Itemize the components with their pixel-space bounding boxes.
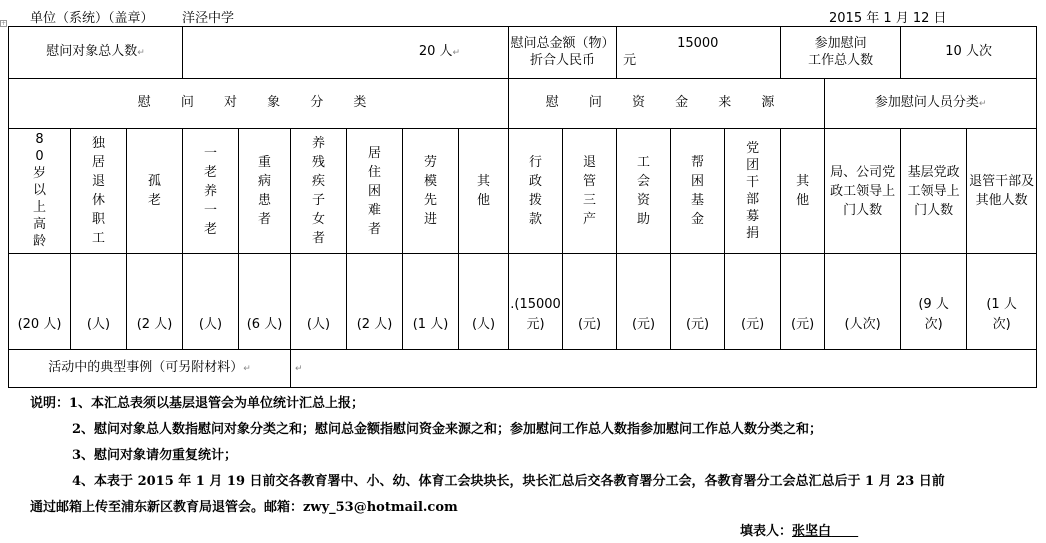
category-label: 80岁以上高龄 bbox=[9, 129, 71, 254]
report-date: 2015 年 1 月 12 日 bbox=[829, 11, 947, 26]
total-amount-value[interactable]: 15000 元 bbox=[617, 27, 781, 79]
category-count[interactable]: (6 人) bbox=[239, 254, 291, 350]
table-move-handle-icon[interactable]: + bbox=[1, 20, 7, 27]
unit-name: 洋泾中学 bbox=[182, 11, 235, 26]
cases-label: 活动中的典型事例（可另附材料）↵ bbox=[9, 350, 291, 388]
fund-label: 党团干部募捐 bbox=[725, 129, 781, 254]
category-label: 一老养一老 bbox=[183, 129, 239, 254]
staff-count[interactable]: (人次) bbox=[825, 254, 901, 350]
category-label: 其他 bbox=[459, 129, 509, 254]
note-2: 2、慰问对象总人数指慰问对象分类之和；慰问总金额指慰问资金来源之和；参加慰问工作总人数指参加慰问工作总人数分类之和； bbox=[72, 422, 823, 437]
category-label: 劳模先进 bbox=[403, 129, 459, 254]
fund-label: 工会资助 bbox=[617, 129, 671, 254]
paragraph-mark-icon: ↵ bbox=[295, 364, 303, 375]
category-count[interactable]: (2 人) bbox=[127, 254, 183, 350]
fund-amount[interactable]: .(15000 元) bbox=[509, 254, 563, 350]
note-3: 3、慰问对象请勿重复统计； bbox=[72, 448, 238, 463]
fund-amount[interactable]: (元) bbox=[671, 254, 725, 350]
paragraph-mark-icon: ↵ bbox=[452, 48, 461, 59]
fund-label: 退管三产 bbox=[563, 129, 617, 254]
unit-label: 单位（系统）（盖章） bbox=[30, 11, 154, 26]
category-label: 独居退休职工 bbox=[71, 129, 127, 254]
group-targets: 慰 问 对 象 分 类 bbox=[9, 79, 509, 129]
cases-content[interactable] bbox=[291, 350, 1037, 388]
fund-amount[interactable]: (元) bbox=[781, 254, 825, 350]
condolence-summary-table bbox=[8, 26, 1037, 388]
note-4: 4、本表于 2015 年 1 月 19 日前交各教育署中、小、幼、体育工会块块长，块长汇总后交各教育署分工会，各教育署分工会总汇总后于 1 月 23 日前 bbox=[72, 474, 945, 489]
paragraph-mark-icon: ↵ bbox=[243, 364, 251, 375]
group-header-row bbox=[9, 79, 1037, 129]
staff-label: 退管干部及其他人数 bbox=[967, 129, 1037, 254]
fund-label: 行政拨款 bbox=[509, 129, 563, 254]
group-funds: 慰 问 资 金 来 源 bbox=[509, 79, 825, 129]
fund-label: 其他 bbox=[781, 129, 825, 254]
category-label: 孤老 bbox=[127, 129, 183, 254]
summary-row bbox=[9, 27, 1037, 79]
category-count[interactable]: (人) bbox=[183, 254, 239, 350]
staff-count[interactable]: (1 人 次) bbox=[967, 254, 1037, 350]
category-count[interactable]: (20 人) bbox=[9, 254, 71, 350]
count-row bbox=[9, 254, 1037, 350]
filler-signature: 填表人：张坚白 bbox=[740, 524, 832, 539]
category-label: 居住困难者 bbox=[347, 129, 403, 254]
note-1: 说明：1、本汇总表须以基层退管会为单位统计汇总上报； bbox=[30, 396, 365, 411]
total-targets-value[interactable]: 20 人↵ bbox=[183, 27, 509, 79]
filler-name: 张坚白 bbox=[792, 524, 832, 539]
category-label: 重病患者 bbox=[239, 129, 291, 254]
paragraph-mark-icon: ↵ bbox=[978, 99, 987, 110]
fund-label: 帮困基金 bbox=[671, 129, 725, 254]
total-staff-label: 参加慰问 工作总人数 bbox=[781, 27, 901, 79]
staff-label: 基层党政工领导上门人数 bbox=[901, 129, 967, 254]
category-label: 养残疾子女者 bbox=[291, 129, 347, 254]
fund-amount[interactable]: (元) bbox=[725, 254, 781, 350]
category-count[interactable]: (人) bbox=[71, 254, 127, 350]
category-count[interactable]: (1 人) bbox=[403, 254, 459, 350]
total-staff-value[interactable]: 10 人次 bbox=[901, 27, 1037, 79]
fund-amount[interactable]: (元) bbox=[617, 254, 671, 350]
note-5: 通过邮箱上传至浦东新区教育局退管会。邮箱：zwy_53@hotmail.com bbox=[30, 500, 458, 515]
staff-count[interactable]: (9 人 次) bbox=[901, 254, 967, 350]
group-staff: 参加慰问人员分类↵ bbox=[825, 79, 1037, 129]
paragraph-mark-icon: ↵ bbox=[137, 48, 145, 59]
category-label-row bbox=[9, 129, 1037, 254]
category-count[interactable]: (人) bbox=[291, 254, 347, 350]
total-amount-label: 慰问总金额（物） 折合人民币 bbox=[509, 27, 617, 79]
cases-row bbox=[9, 350, 1037, 388]
category-count[interactable]: (2 人) bbox=[347, 254, 403, 350]
total-targets-label: 慰问对象总人数↵ bbox=[9, 27, 183, 79]
staff-label: 局、公司党政工领导上门人数 bbox=[825, 129, 901, 254]
category-count[interactable]: (人) bbox=[459, 254, 509, 350]
fund-amount[interactable]: (元) bbox=[563, 254, 617, 350]
